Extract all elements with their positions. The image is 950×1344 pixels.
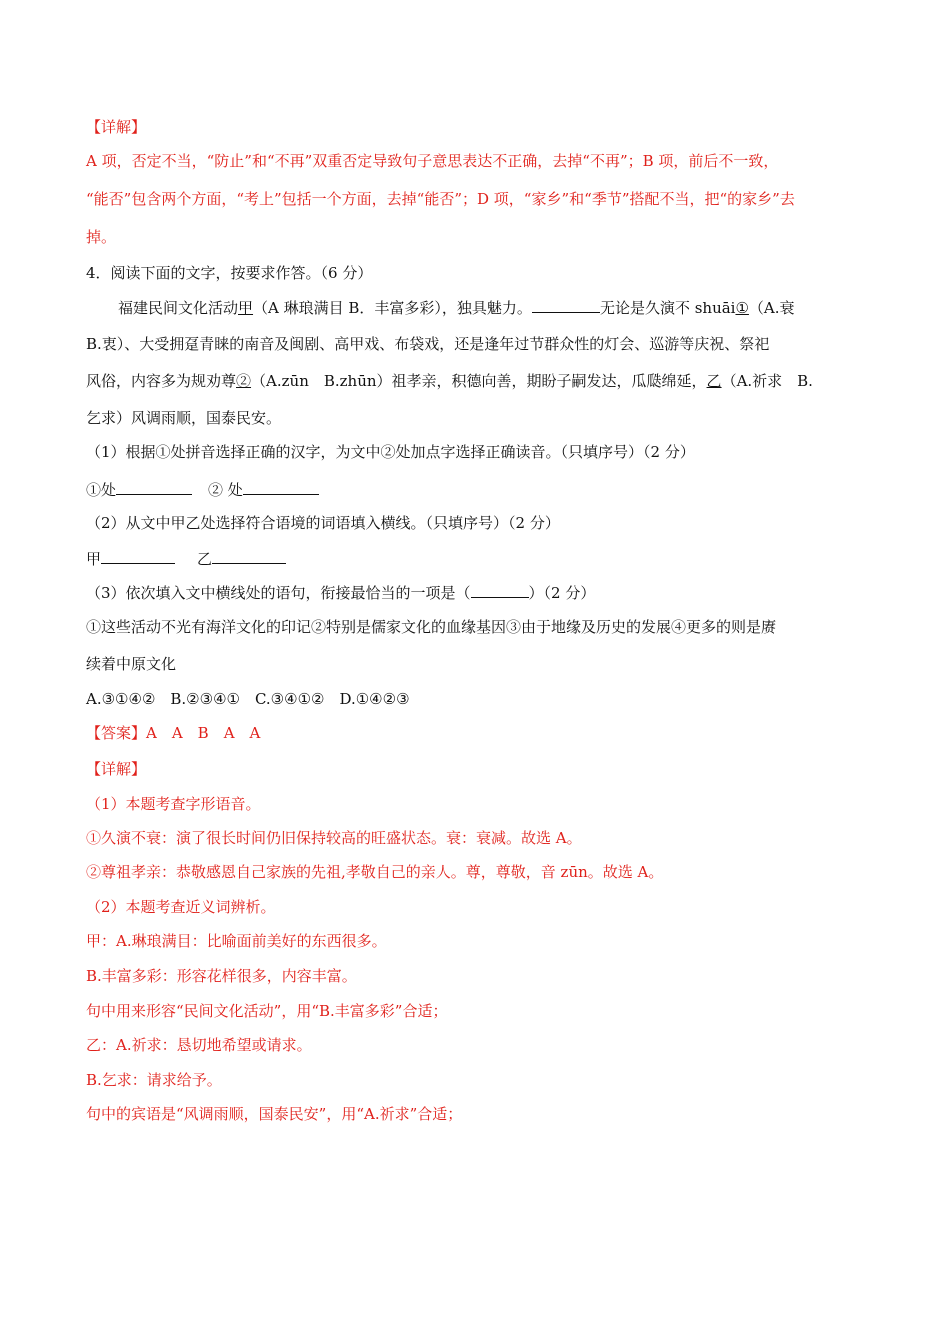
passage-line [86, 371, 813, 391]
answer-line [86, 723, 260, 743]
blank-marker-1: ① [735, 299, 749, 317]
detail-line: ②尊祖孝亲：恭敬感恩自己家族的先祖,孝敬自己的亲人。尊，尊敬，音 zūn。故选 A。 [86, 863, 664, 881]
sub-question-3 [86, 582, 595, 603]
answer-blank [212, 548, 286, 564]
detail-line: B.丰富多彩：形容花样很多，内容丰富。 [86, 967, 357, 985]
sub-question-1: （1）根据①处拼音选择正确的汉字，为文中②处加点字选择正确读音。（只填序号）（2 分） [86, 443, 695, 461]
passage-line: 乞求）风调雨顺，国泰民安。 [86, 409, 282, 427]
sentence-list: ①这些活动不光有海洋文化的印记②特别是儒家文化的血缘基因③由于地缘及历史的发展④更多的则是赓 [86, 618, 777, 636]
answer-blanks-2 [86, 548, 286, 569]
passage-text: （A.祈求 B. [721, 372, 813, 390]
answer-blank [116, 479, 192, 495]
detail-line: “能否”包含两个方面，“考上”包括一个方面，去掉“能否”；D 项，“家乡”和“季节”搭配不当，把“的家乡”去 [86, 190, 795, 208]
blank-label: 乙 [197, 550, 213, 568]
answer-blanks-1 [86, 479, 319, 500]
answer-blank [243, 479, 319, 495]
answer-blank [101, 548, 175, 564]
detail-line: B.乞求：请求给予。 [86, 1071, 222, 1089]
detail-line: 句中用来形容“民间文化活动”，用“B.丰富多彩”合适； [86, 1002, 448, 1020]
blank-label: ② 处 [208, 481, 243, 499]
answer-label: 【答案】 [86, 724, 147, 742]
passage-line [118, 297, 795, 318]
blank-marker-jia: 甲 [238, 299, 254, 317]
detail-line: （2）本题考查近义词辨析。 [86, 898, 276, 916]
blank-marker-2: ② [236, 372, 252, 390]
sub-question-2: （2）从文中甲乙处选择符合语境的词语填入横线。（只填序号）（2 分） [86, 514, 560, 532]
blank-label: ①处 [86, 481, 117, 499]
detail-heading: 【详解】 [86, 118, 147, 136]
answer-blank [471, 582, 529, 598]
detail-heading: 【详解】 [86, 760, 147, 778]
detail-line: A 项，否定不当，“防止”和“不再”双重否定导致句子意思表达不正确，去掉“不再”；B 项，前后不一致， [86, 152, 779, 170]
fill-blank [532, 297, 600, 313]
question-title: 4．阅读下面的文字，按要求作答。（6 分） [86, 264, 373, 282]
detail-line: 乙：A.祈求：恳切地希望或请求。 [86, 1036, 312, 1054]
detail-line: （1）本题考查字形语音。 [86, 795, 261, 813]
detail-line: 甲：A.琳琅满目：比喻面前美好的东西很多。 [86, 932, 387, 950]
detail-line: ①久演不衰：演了很长时间仍旧保持较高的旺盛状态。衰：衰减。故选 A。 [86, 829, 582, 847]
blank-marker-yi: 乙 [706, 372, 722, 390]
passage-text: 福建民间文化活动 [118, 299, 239, 317]
options: A.③①④② B.②③④① C.③④①② D.①④②③ [86, 690, 410, 708]
passage-text: 风俗，内容多为规劝尊 [86, 372, 237, 390]
passage-text: （A.zūn B.zhūn）祖孝亲，积德向善，期盼子嗣发达，瓜瓞绵延， [251, 372, 707, 390]
sentence-list: 续着中原文化 [86, 655, 177, 673]
detail-line: 句中的宾语是“风调雨顺，国泰民安”，用“A.祈求”合适； [86, 1105, 463, 1123]
answer-values: A A B A A [146, 724, 261, 742]
sub-question-text: ）（2 分） [528, 584, 596, 602]
blank-label: 甲 [86, 550, 102, 568]
passage-text: （A.衰 [748, 299, 795, 317]
sub-question-text: （3）依次填入文中横线处的语句，衔接最恰当的一项是（ [86, 584, 471, 602]
passage-line: B.衷）、大受拥趸青睐的南音及闽剧、高甲戏、布袋戏，还是逢年过节群众性的灯会、巡游等庆祝、祭祀 [86, 335, 770, 353]
detail-line: 掉。 [86, 228, 117, 246]
passage-text: 无论是久演不 shuāi [599, 299, 736, 317]
passage-text: （A 琳琅满目 B．丰富多彩），独具魅力。 [253, 299, 532, 317]
